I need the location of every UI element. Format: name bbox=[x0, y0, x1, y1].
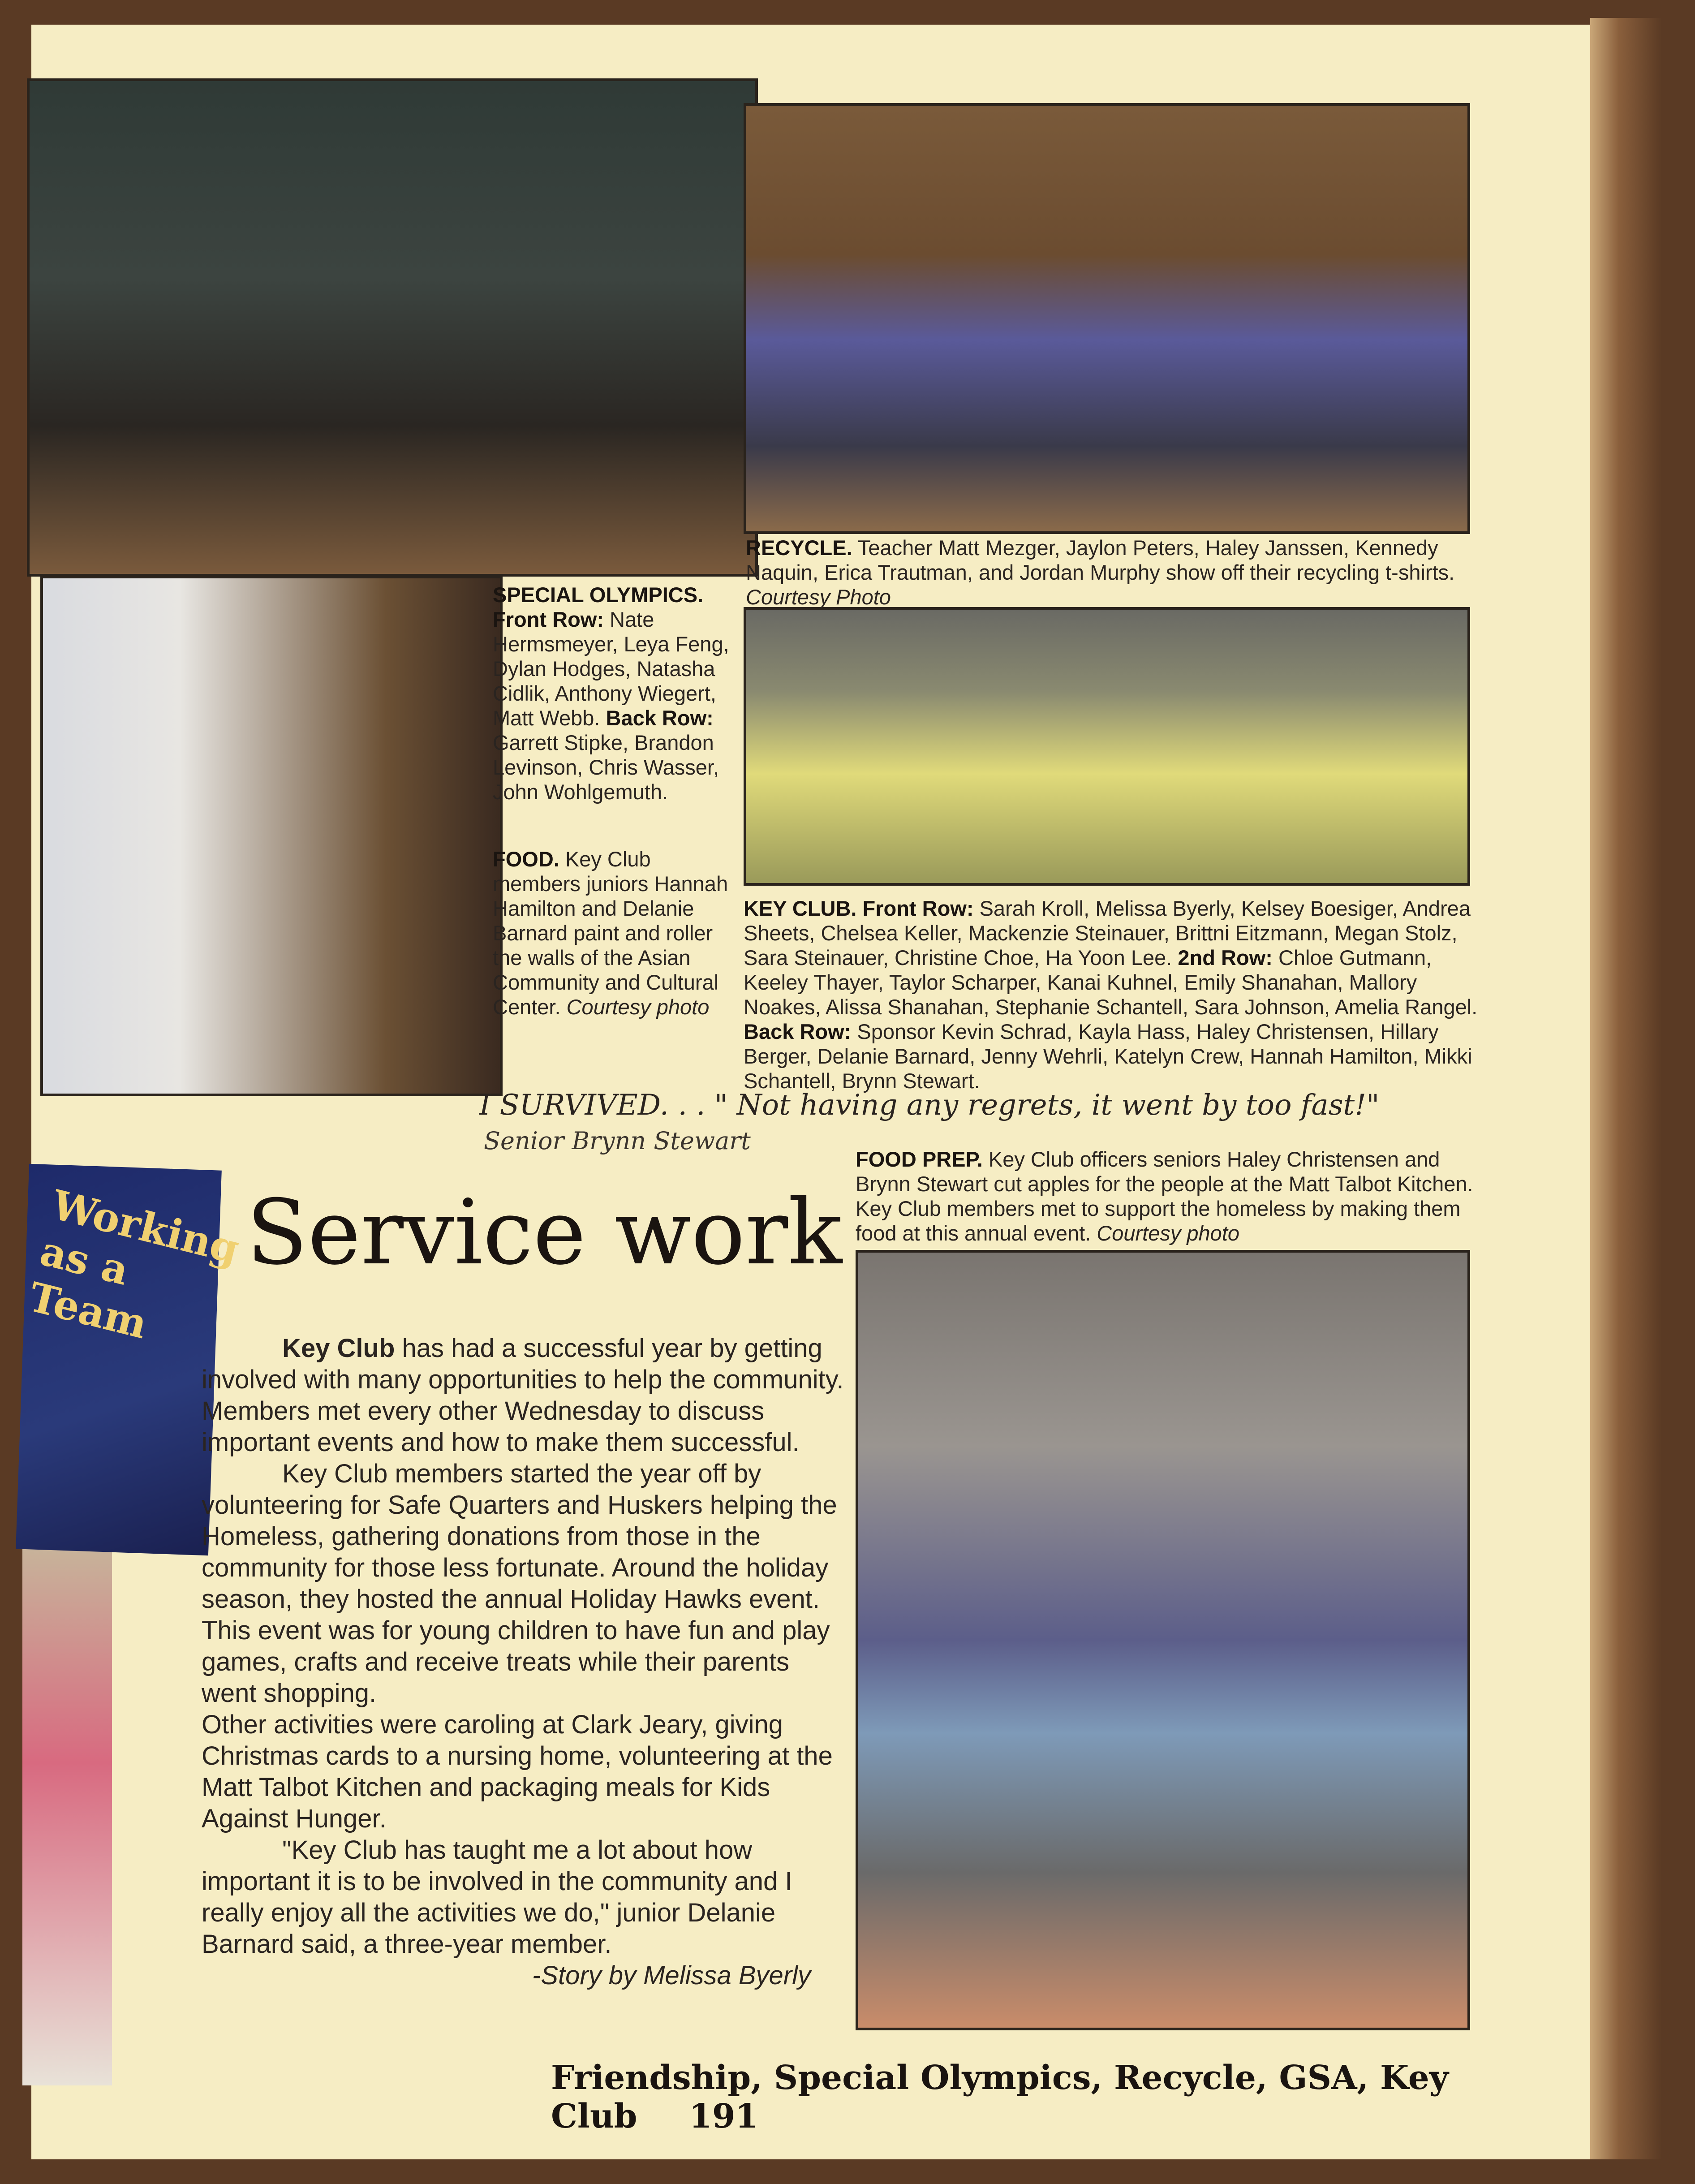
caption-title: FOOD. bbox=[493, 847, 559, 871]
recycle-caption bbox=[746, 535, 1480, 609]
caption-body: Key Club members juniors Hannah Hamilton and Delanie Barnard paint and roller the walls of the Asian Community and Cultural Center. bbox=[493, 847, 728, 1019]
key-club-caption bbox=[744, 896, 1478, 1093]
food-prep-photo bbox=[856, 1250, 1470, 2030]
food-photo bbox=[40, 576, 503, 1096]
key-club-photo bbox=[744, 607, 1470, 886]
yearbook-page bbox=[24, 25, 1590, 2159]
team-banner-text: Working as a Team bbox=[24, 1181, 244, 1348]
working-as-team-photo bbox=[16, 1164, 244, 1555]
caption-body: Teacher Matt Mezger, Jaylon Peters, Haley Janssen, Kennedy Naquin, Erica Trautman, and Jordan Murphy show off their recycling t-shirts. bbox=[746, 536, 1455, 584]
page-footer bbox=[551, 2059, 1536, 2136]
row-names: Garrett Stipke, Brandon Levinson, Chris Wasser, John Wohlgemuth. bbox=[493, 731, 719, 804]
row-label: Back Row: bbox=[744, 1020, 852, 1043]
row-names: Sarah Kroll, Melissa Byerly, Kelsey Boesiger, Andrea Sheets, Chelsea Keller, Mackenzie Steinauer, Brittni Eitzmann, Megan Stolz, Sara Steinauer, Christine Choe, Ha Yoon Lee. bbox=[744, 896, 1471, 969]
row-names: Chloe Gutmann, Keeley Thayer, Taylor Scharper, Kanai Kuhnel, Emily Shanahan, Mallory Noakes, Alissa Shanahan, Stephanie Schantell, Sara Johnson, Amelia Rangel. bbox=[744, 946, 1478, 1019]
recycle-photo bbox=[744, 103, 1470, 534]
photo-credit: Courtesy photo bbox=[1097, 1221, 1240, 1245]
quote-attribution: Senior Brynn Stewart bbox=[484, 1127, 751, 1155]
row-label: Front Row: bbox=[493, 607, 604, 631]
story-lead: Key Club bbox=[282, 1334, 395, 1363]
row-label: 2nd Row: bbox=[1178, 946, 1273, 969]
story-paragraph: "Key Club has taught me a lot about how important it is to be involved in the community and I really enjoy all the activities we do," junior Delanie Barnard said, a three-year member. bbox=[202, 1835, 792, 1959]
caption-title: SPECIAL OLYMPICS. bbox=[493, 583, 704, 607]
photo-credit: Courtesy Photo bbox=[746, 585, 891, 609]
footer-sections: Friendship, Special Olympics, Recycle, GSA, Key Club bbox=[551, 2059, 1449, 2136]
story-byline: -Story by Melissa Byerly bbox=[532, 1961, 811, 1990]
caption-title: KEY CLUB. bbox=[744, 896, 857, 920]
caption-title: FOOD PREP. bbox=[856, 1147, 983, 1171]
special-olympics-photo bbox=[27, 78, 758, 577]
story-body bbox=[202, 1333, 847, 1991]
survived-quote bbox=[479, 1089, 1465, 1122]
special-olympics-caption bbox=[493, 582, 744, 804]
left-edge-photo bbox=[22, 1548, 112, 2085]
photo-credit: Courtesy photo bbox=[566, 995, 710, 1019]
row-label: Front Row: bbox=[862, 896, 974, 920]
caption-body: Key Club officers seniors Haley Christensen and Brynn Stewart cut apples for the people at the Matt Talbot Kitchen. Key Club members met to support the homeless by making them food at this annual event. bbox=[856, 1147, 1473, 1245]
page-number: 191 bbox=[689, 2097, 758, 2136]
quote-text: " Not having any regrets, it went by too fast!" bbox=[714, 1089, 1380, 1122]
story-paragraph: Key Club members started the year off by volunteering for Safe Quarters and Huskers helping the Homeless, gathering donations from those in the community for those less fortunate. Around the holiday season, they hosted the annual Holiday Hawks event. This event was for young children to have fun and play games, crafts and receive treats while their parents went shopping. bbox=[202, 1459, 837, 1708]
row-names: Nate Hermsmeyer, Leya Feng, Dylan Hodges, Natasha Cidlik, Anthony Wiegert, Matt Webb. bbox=[493, 607, 729, 730]
food-prep-caption bbox=[856, 1147, 1501, 1245]
book-spine bbox=[1590, 18, 1662, 2159]
row-names: Sponsor Kevin Schrad, Kayla Hass, Haley Christensen, Hillary Berger, Delanie Barnard, Jenny Wehrli, Katelyn Crew, Hannah Hamilton, Mikki Schantell, Brynn Stewart. bbox=[744, 1020, 1472, 1093]
story-paragraph bbox=[202, 1333, 847, 1458]
row-label: Back Row: bbox=[606, 706, 714, 730]
quote-lead: I SURVIVED. . . bbox=[479, 1089, 706, 1122]
story-text: has had a successful year by getting involved with many opportunities to help the community. Members met every other Wednesday to discuss important events and how to make them successful. bbox=[202, 1334, 844, 1457]
food-caption bbox=[493, 847, 744, 1019]
caption-title: RECYCLE. bbox=[746, 536, 852, 560]
story-paragraph: Other activities were caroling at Clark Jeary, giving Christmas cards to a nursing home, volunteering at the Matt Talbot Kitchen and packaging meals for Kids Against Hunger. bbox=[202, 1710, 833, 1833]
page-headline: Service work bbox=[246, 1180, 843, 1285]
